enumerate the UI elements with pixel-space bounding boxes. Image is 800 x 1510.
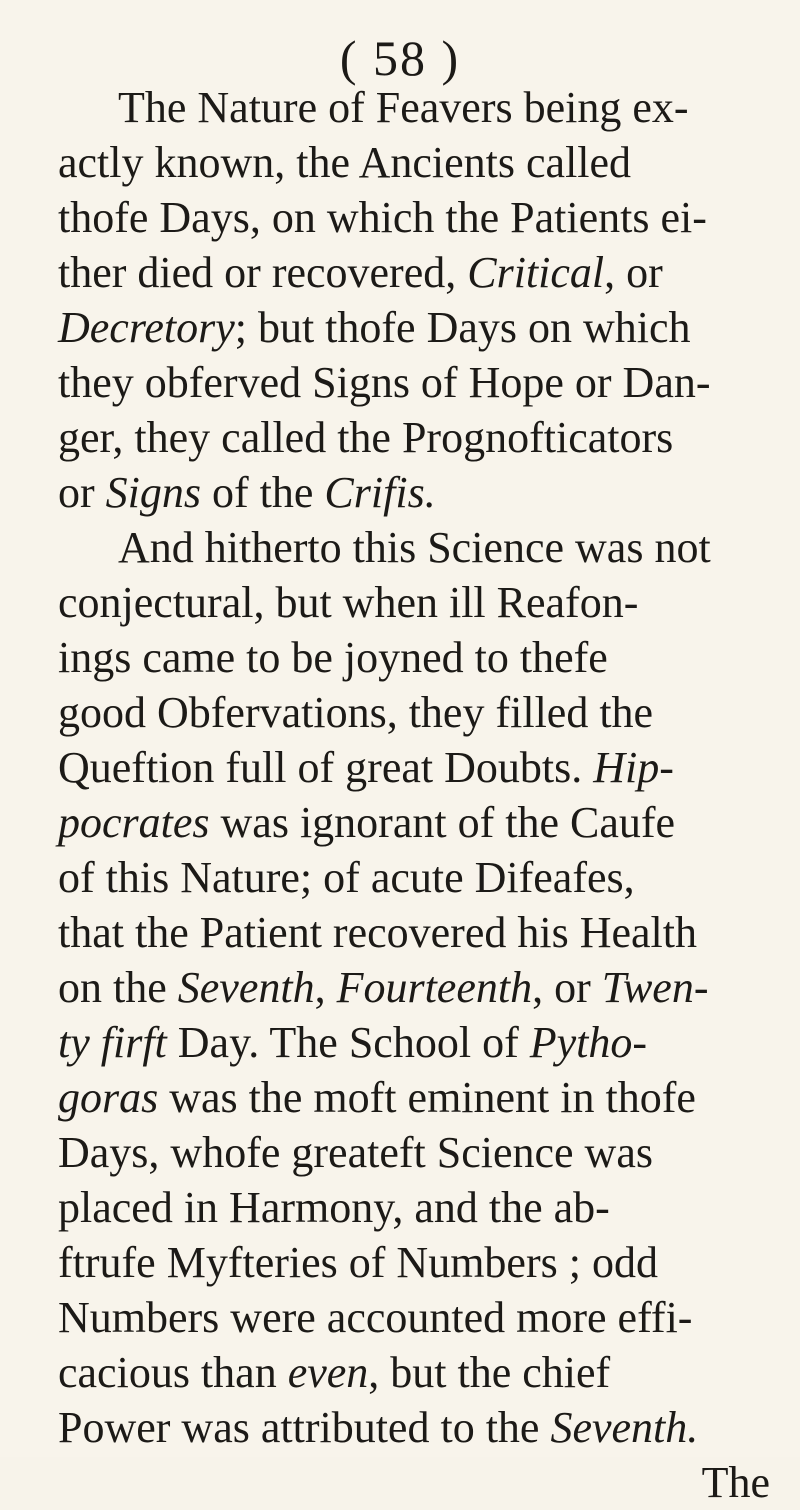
italic-text: Seventh. — [550, 1403, 699, 1452]
italic-text: Decretory — [58, 303, 235, 352]
text-segment: was the moft eminent in thofe — [158, 1073, 696, 1122]
text-line — [58, 520, 798, 575]
text-line — [58, 1180, 798, 1235]
text-line — [58, 630, 798, 685]
text-segment: Numbers were accounted more effi- — [58, 1293, 693, 1342]
text-segment: Days, whofe greateft Science was — [58, 1128, 653, 1177]
text-line — [58, 355, 798, 410]
italic-text: Twen- — [601, 963, 709, 1012]
text-segment: ; but thofe Days on which — [234, 303, 691, 352]
text-line — [58, 1070, 798, 1125]
text-segment: was ignorant of the Caufe — [209, 798, 676, 847]
italic-text: Crifis. — [324, 468, 436, 517]
body-text — [58, 80, 798, 1510]
text-line — [58, 80, 798, 135]
text-segment: they obferved Signs of Hope or Dan- — [58, 358, 711, 407]
text-segment: conjectural, but when ill Reafon- — [58, 578, 639, 627]
text-segment: cacious than — [58, 1348, 288, 1397]
italic-text: pocrates — [58, 798, 210, 847]
text-segment: ther died or recovered, — [58, 248, 468, 297]
text-line — [58, 1400, 798, 1455]
italic-text: ty firft — [58, 1018, 167, 1067]
italic-text: even — [287, 1348, 369, 1397]
text-segment: or — [58, 468, 106, 517]
italic-text: Signs — [105, 468, 202, 517]
italic-text: goras — [58, 1073, 159, 1122]
text-line — [58, 795, 798, 850]
text-line — [58, 1125, 798, 1180]
text-line — [58, 575, 798, 630]
text-segment: And hitherto this Science was not — [118, 523, 711, 572]
text-line — [58, 905, 798, 960]
text-line — [58, 1015, 798, 1070]
text-segment: good Obfervations, they filled the — [58, 688, 654, 737]
italic-text: Critical — [467, 248, 605, 297]
text-line — [58, 245, 798, 300]
text-segment: , or — [532, 963, 602, 1012]
page-number: ( 58 ) — [339, 30, 461, 86]
text-line — [58, 960, 798, 1015]
text-line — [58, 685, 798, 740]
text-line — [58, 300, 798, 355]
text-segment: , or — [604, 248, 663, 297]
text-segment: of this Nature; of acute Difeafes, — [58, 853, 635, 902]
italic-text: Seventh — [177, 963, 315, 1012]
text-segment: ings came to be joyned to thefe — [58, 633, 608, 682]
text-segment: of the — [201, 468, 325, 517]
text-line — [58, 1290, 798, 1345]
text-segment: , but the chief — [368, 1348, 611, 1397]
text-segment: placed in Harmony, and the ab- — [58, 1183, 610, 1232]
text-segment: ftrufe Myfteries of Numbers ; odd — [58, 1238, 658, 1287]
text-segment: on the — [58, 963, 178, 1012]
text-line — [58, 135, 798, 190]
text-line — [58, 1235, 798, 1290]
text-segment: actly known, the Ancients called — [58, 138, 632, 187]
text-line — [58, 850, 798, 905]
italic-text: Pytho- — [529, 1018, 648, 1067]
italic-text: Hip- — [593, 743, 674, 792]
italic-text: Fourteenth — [336, 963, 533, 1012]
text-line — [58, 190, 798, 245]
text-segment: The Nature of Feavers being ex- — [118, 83, 689, 132]
text-line — [58, 1345, 798, 1400]
text-segment: thofe Days, on which the Patients ei- — [58, 193, 707, 242]
text-line — [58, 410, 798, 465]
text-segment: , — [314, 963, 337, 1012]
text-line — [58, 465, 798, 520]
catchword: The — [701, 1458, 770, 1507]
text-segment: Day. The School of — [166, 1018, 530, 1067]
text-line — [58, 740, 798, 795]
text-segment: Queftion full of great Doubts. — [58, 743, 594, 792]
text-segment: that the Patient recovered his Health — [58, 908, 697, 957]
text-segment: Power was attributed to the — [58, 1403, 551, 1452]
text-segment: ger, they called the Prognofticators — [58, 413, 674, 462]
